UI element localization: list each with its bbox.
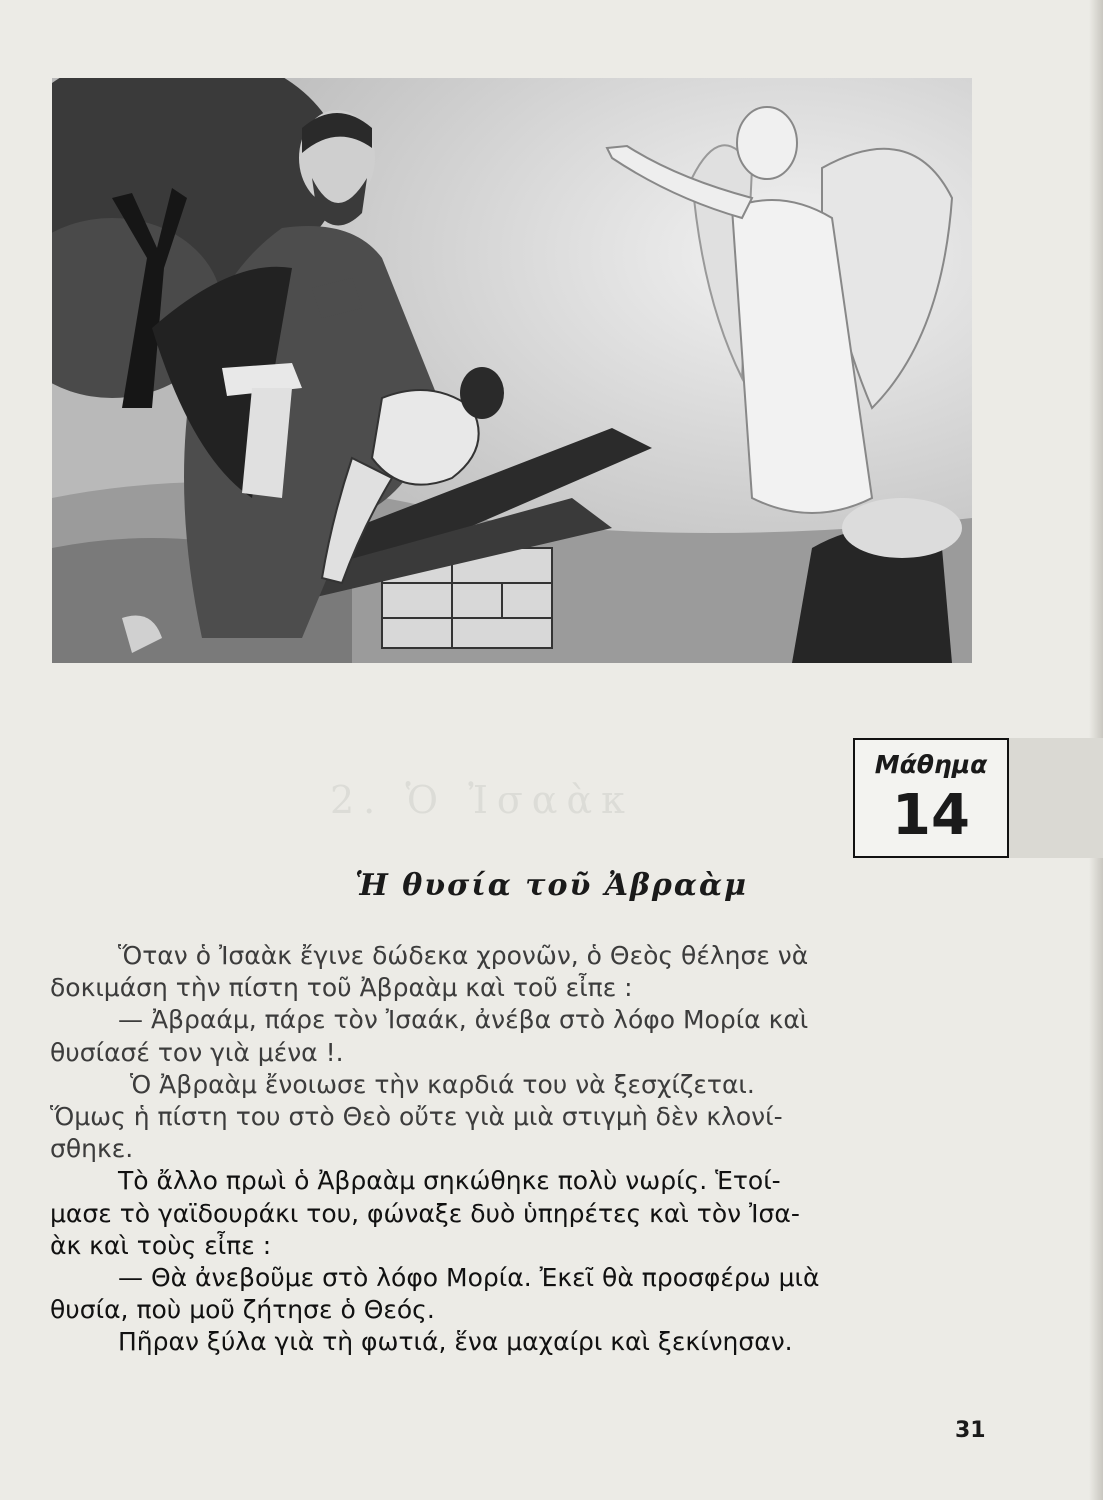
lesson-title: Ἡ θυσία τοῦ Ἀβραὰμ bbox=[355, 868, 748, 903]
isaac-head bbox=[460, 367, 504, 419]
text-line: — Θὰ ἀνεβοῦμε στὸ λόφο Μορία. Ἐκεῖ θὰ προσφέρω μιὰ bbox=[118, 1262, 820, 1292]
lesson-number: 14 bbox=[892, 783, 970, 848]
lesson-label: Μάθημα bbox=[874, 750, 988, 779]
text-line: θυσία, ποὺ μοῦ ζήτησε ὁ Θεός. bbox=[50, 1295, 435, 1325]
chapter-heading: 2. Ὁ Ἰσαὰκ bbox=[330, 778, 634, 822]
angel-head bbox=[737, 107, 797, 179]
text-line: Ὁ Ἀβραὰμ ἔνοιωσε τὴν καρδιά του νὰ ξεσχίζεται. bbox=[130, 1069, 755, 1099]
text-line: δοκιμάση τὴν πίστη τοῦ Ἀβραὰμ καὶ τοῦ εἶπε : bbox=[50, 973, 633, 1003]
text-line: ὰκ καὶ τοὺς εἶπε : bbox=[50, 1230, 272, 1260]
text-line: Ὅταν ὁ Ἰσαὰκ ἔγινε δώδεκα χρονῶν, ὁ Θεὸς θέλησε νὰ bbox=[118, 941, 809, 970]
ram bbox=[842, 498, 962, 558]
illustration-sacrifice-of-isaac bbox=[52, 78, 972, 663]
lesson-badge bbox=[853, 738, 1009, 858]
body-text bbox=[50, 940, 985, 1358]
text-line: θυσίασέ τον γιὰ μένα !. bbox=[50, 1037, 344, 1067]
text-line: Ὅμως ἡ πίστη του στὸ Θεὸ οὔτε γιὰ μιὰ στιγμὴ δὲν κλονί- bbox=[50, 1101, 783, 1131]
text-line: μασε τὸ γαϊδουράκι του, φώναξε δυὸ ὑπηρέτες καὶ τὸν Ἰσα- bbox=[50, 1198, 800, 1228]
text-line: — Ἀβραάμ, πάρε τὸν Ἰσαάκ, ἀνέβα στὸ λόφο Μορία καὶ bbox=[118, 1005, 809, 1035]
text-line: Πῆραν ξύλα γιὰ τὴ φωτιά, ἕνα μαχαίρι καὶ ξεκίνησαν. bbox=[118, 1327, 793, 1357]
text-line: Τὸ ἄλλο πρωὶ ὁ Ἀβραὰμ σηκώθηκε πολὺ νωρίς. Ἑτοί- bbox=[118, 1166, 781, 1196]
lesson-side-strip bbox=[1009, 738, 1103, 858]
page-number: 31 bbox=[955, 1418, 986, 1443]
text-line: σθηκε. bbox=[50, 1134, 134, 1164]
